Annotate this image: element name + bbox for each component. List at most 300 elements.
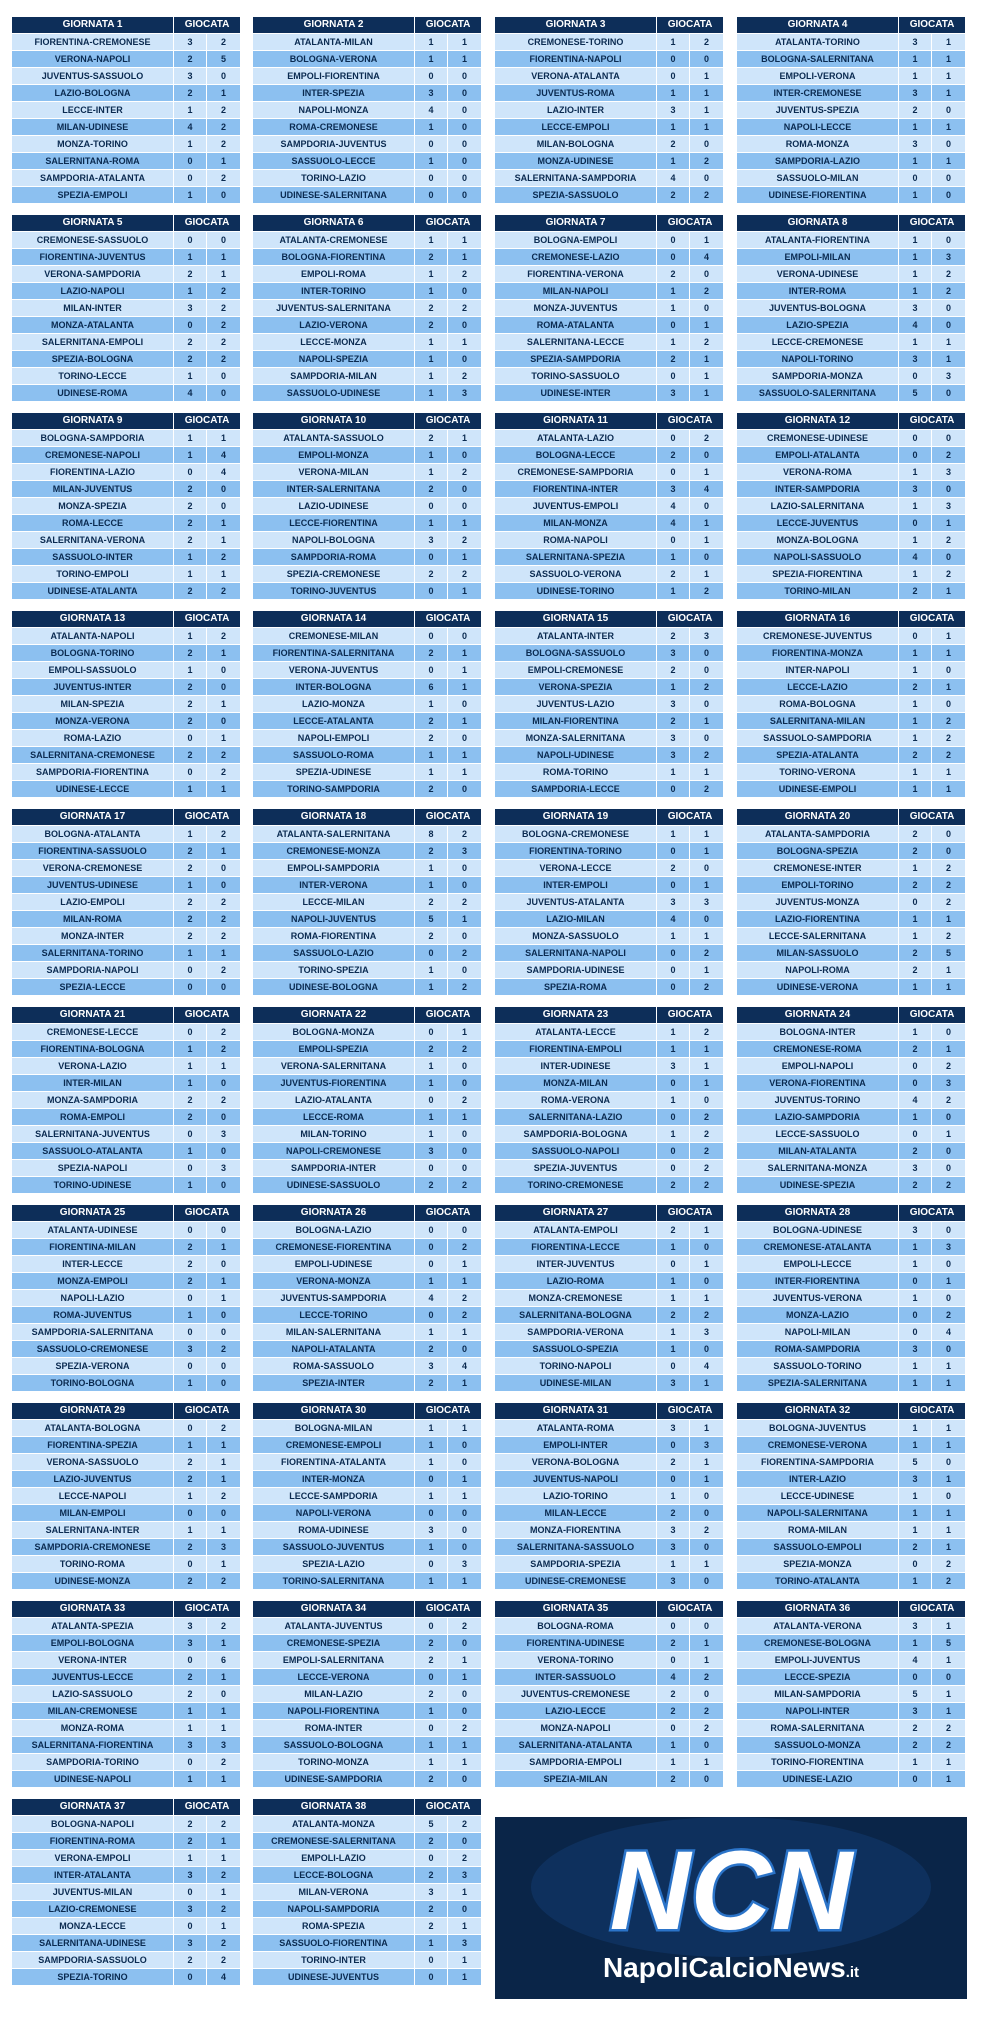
match-name: ATALANTA-CREMONESE [253,232,415,248]
away-goals: 1 [932,911,965,927]
giocata-header: GIOCATA [657,17,723,33]
match-row [253,1833,481,1849]
away-goals: 1 [448,1918,481,1934]
home-goals: 0 [174,1126,207,1142]
match-row [12,266,240,282]
home-goals: 2 [657,628,690,644]
giornata-header [253,809,481,825]
match-name: EMPOLI-SASSUOLO [12,662,174,678]
away-goals: 0 [690,911,723,927]
away-goals: 2 [690,979,723,995]
match-row [12,1420,240,1436]
home-goals: 1 [899,645,932,661]
home-goals: 2 [657,351,690,367]
giornata-title: GIORNATA 18 [253,809,415,825]
match-row [12,1471,240,1487]
giornata-header [495,1601,723,1617]
home-goals: 0 [657,1618,690,1634]
away-goals: 2 [448,532,481,548]
giornata-title: GIORNATA 28 [737,1205,899,1221]
away-goals: 2 [207,1420,240,1436]
logo-mark: NCN [609,1828,853,1953]
away-goals: 0 [448,153,481,169]
match-name: EMPOLI-SPEZIA [253,1041,415,1057]
away-goals: 0 [448,1771,481,1787]
match-name: SPEZIA-ROMA [495,979,657,995]
away-goals: 1 [207,1273,240,1289]
match-row [253,334,481,350]
match-row [253,266,481,282]
match-name: JUVENTUS-MILAN [12,1884,174,1900]
match-name: MILAN-INTER [12,300,174,316]
match-name: ATALANTA-JUVENTUS [253,1618,415,1634]
away-goals: 1 [207,1454,240,1470]
match-row [495,1075,723,1091]
match-row [12,1901,240,1917]
match-row [737,696,965,712]
home-goals: 3 [174,1935,207,1951]
match-name: SPEZIA-SALERNITANA [737,1375,899,1391]
away-goals: 2 [932,1058,965,1074]
away-goals: 0 [448,1539,481,1555]
match-name: MILAN-MONZA [495,515,657,531]
match-name: FIORENTINA-EMPOLI [495,1041,657,1057]
match-row [495,1754,723,1770]
match-name: INTER-CREMONESE [737,85,899,101]
away-goals: 0 [448,136,481,152]
match-name: VERONA-NAPOLI [12,51,174,67]
giornata-header [253,1799,481,1815]
match-name: NAPOLI-UDINESE [495,747,657,763]
match-row [495,351,723,367]
home-goals: 0 [415,170,448,186]
away-goals: 1 [448,34,481,50]
away-goals: 1 [932,781,965,797]
match-row [253,283,481,299]
home-goals: 1 [899,730,932,746]
match-row [12,447,240,463]
match-name: MILAN-TORINO [253,1126,415,1142]
giornata-title: GIORNATA 9 [12,413,174,429]
match-name: LECCE-SAMPDORIA [253,1488,415,1504]
away-goals: 1 [448,430,481,446]
away-goals: 0 [448,1160,481,1176]
giornata-header [495,413,723,429]
giornata-header [12,215,240,231]
home-goals: 2 [174,1454,207,1470]
match-row [495,300,723,316]
home-goals: 1 [899,1754,932,1770]
match-row [12,1635,240,1651]
away-goals: 1 [448,1471,481,1487]
match-name: EMPOLI-NAPOLI [737,1058,899,1074]
home-goals: 0 [657,1720,690,1736]
home-goals: 2 [415,894,448,910]
home-goals: 2 [415,1652,448,1668]
match-name: SASSUOLO-UDINESE [253,385,415,401]
away-goals: 2 [690,945,723,961]
match-name: VERONA-ROMA [737,464,899,480]
match-name: INTER-VERONA [253,877,415,893]
match-name: VERONA-SASSUOLO [12,1454,174,1470]
match-row [737,549,965,565]
away-goals: 1 [932,979,965,995]
home-goals: 2 [174,843,207,859]
home-goals: 1 [899,1109,932,1125]
away-goals: 1 [932,334,965,350]
match-row [737,979,965,995]
match-name: BOLOGNA-LAZIO [253,1222,415,1238]
match-name: JUVENTUS-BOLOGNA [737,300,899,316]
giornata-table [737,610,965,798]
giornata-header [737,809,965,825]
match-name: SALERNITANA-UDINESE [12,1935,174,1951]
match-row [12,1092,240,1108]
match-name: MILAN-EMPOLI [12,1505,174,1521]
match-name: ATALANTA-SASSUOLO [253,430,415,446]
away-goals: 0 [690,696,723,712]
match-name: MONZA-LECCE [12,1918,174,1934]
match-name: SAMPDORIA-JUVENTUS [253,136,415,152]
home-goals: 1 [657,549,690,565]
away-goals: 0 [448,1833,481,1849]
match-name: SPEZIA-MILAN [495,1771,657,1787]
match-name: SAMPDORIA-LAZIO [737,153,899,169]
away-goals: 1 [932,962,965,978]
away-goals: 2 [448,464,481,480]
match-row [12,1867,240,1883]
home-goals: 0 [415,1720,448,1736]
match-name: ROMA-EMPOLI [12,1109,174,1125]
away-goals: 1 [207,1720,240,1736]
home-goals: 0 [174,1290,207,1306]
away-goals: 1 [932,1358,965,1374]
match-row [253,894,481,910]
giornata-table [495,808,723,996]
match-name: EMPOLI-UDINESE [253,1256,415,1272]
away-goals: 2 [932,730,965,746]
match-row [253,1290,481,1306]
away-goals: 3 [932,249,965,265]
away-goals: 1 [690,566,723,582]
match-name: UDINESE-JUVENTUS [253,1969,415,1985]
match-name: UDINESE-SALERNITANA [253,187,415,203]
match-row [253,1969,481,1985]
home-goals: 1 [657,34,690,50]
home-goals: 1 [174,136,207,152]
giornata-header [12,1205,240,1221]
away-goals: 4 [448,1358,481,1374]
match-row [737,34,965,50]
match-name: BOLOGNA-INTER [737,1024,899,1040]
match-row [12,136,240,152]
logo-brand: NapoliCalcioNews [602,1952,846,1983]
giornata-table [253,1600,481,1788]
match-name: UDINESE-SPEZIA [737,1177,899,1193]
home-goals: 3 [415,532,448,548]
home-goals: 0 [415,1969,448,1985]
match-name: LECCE-NAPOLI [12,1488,174,1504]
home-goals: 1 [415,464,448,480]
match-name: TORINO-NAPOLI [495,1358,657,1374]
match-row [737,1239,965,1255]
home-goals: 3 [415,1358,448,1374]
home-goals: 1 [657,1024,690,1040]
home-goals: 3 [415,1884,448,1900]
home-goals: 0 [415,1160,448,1176]
away-goals: 0 [448,1686,481,1702]
match-name: CREMONESE-TORINO [495,34,657,50]
match-name: EMPOLI-INTER [495,1437,657,1453]
match-row [495,187,723,203]
match-name: MONZA-ATALANTA [12,317,174,333]
away-goals: 2 [690,334,723,350]
home-goals: 0 [415,136,448,152]
match-row [12,1222,240,1238]
match-row [12,1686,240,1702]
away-goals: 2 [932,894,965,910]
away-goals: 1 [448,1952,481,1968]
away-goals: 2 [207,119,240,135]
away-goals: 0 [690,730,723,746]
home-goals: 5 [899,1454,932,1470]
away-goals: 2 [690,1126,723,1142]
match-row [253,928,481,944]
home-goals: 1 [174,1437,207,1453]
match-row [737,747,965,763]
home-goals: 1 [657,1341,690,1357]
match-row [253,764,481,780]
match-row [495,1273,723,1289]
home-goals: 2 [899,679,932,695]
home-goals: 1 [415,153,448,169]
match-row [12,696,240,712]
match-name: MONZA-NAPOLI [495,1720,657,1736]
away-goals: 0 [207,1143,240,1159]
match-name: LECCE-SASSUOLO [737,1126,899,1142]
away-goals: 0 [207,1686,240,1702]
home-goals: 0 [415,68,448,84]
match-name: SALERNITANA-LAZIO [495,1109,657,1125]
giornata-table [12,1402,240,1590]
home-goals: 1 [657,300,690,316]
away-goals: 0 [932,1290,965,1306]
away-goals: 1 [690,1075,723,1091]
away-goals: 2 [448,945,481,961]
home-goals: 1 [657,119,690,135]
match-name: ROMA-LECCE [12,515,174,531]
away-goals: 1 [448,1024,481,1040]
away-goals: 1 [690,1420,723,1436]
away-goals: 0 [690,549,723,565]
match-name: NAPOLI-EMPOLI [253,730,415,746]
home-goals: 0 [657,464,690,480]
away-goals: 0 [448,696,481,712]
home-goals: 0 [899,1556,932,1572]
match-name: BOLOGNA-FIORENTINA [253,249,415,265]
away-goals: 1 [932,1126,965,1142]
home-goals: 1 [415,1573,448,1589]
giornata-table [253,610,481,798]
home-goals: 2 [174,583,207,599]
match-name: FIORENTINA-SAMPDORIA [737,1454,899,1470]
match-row [495,1126,723,1142]
match-name: MONZA-SALERNITANA [495,730,657,746]
match-name: CREMONESE-FIORENTINA [253,1239,415,1255]
away-goals: 0 [448,68,481,84]
match-row [495,266,723,282]
home-goals: 2 [899,1041,932,1057]
away-goals: 3 [690,894,723,910]
match-name: MILAN-UDINESE [12,119,174,135]
away-goals: 2 [690,1669,723,1685]
match-row [495,877,723,893]
match-name: SASSUOLO-MILAN [737,170,899,186]
match-row [253,679,481,695]
match-row [253,187,481,203]
away-goals: 2 [448,368,481,384]
match-name: LAZIO-MONZA [253,696,415,712]
away-goals: 1 [207,1669,240,1685]
match-row [12,1239,240,1255]
away-goals: 2 [448,1816,481,1832]
match-name: SALERNITANA-SAMPDORIA [495,170,657,186]
match-name: ROMA-SALERNITANA [737,1720,899,1736]
home-goals: 1 [899,532,932,548]
match-row [253,1505,481,1521]
match-row [737,249,965,265]
away-goals: 0 [448,1126,481,1142]
away-goals: 1 [448,1420,481,1436]
match-row [495,628,723,644]
match-row [737,1075,965,1091]
away-goals: 0 [207,481,240,497]
home-goals: 2 [415,1867,448,1883]
match-name: CREMONESE-SALERNITANA [253,1833,415,1849]
away-goals: 1 [690,826,723,842]
match-row [737,1754,965,1770]
match-row [253,1488,481,1504]
giornata-title: GIORNATA 16 [737,611,899,627]
match-row [495,136,723,152]
match-name: NAPOLI-LECCE [737,119,899,135]
away-goals: 2 [207,102,240,118]
away-goals: 2 [207,136,240,152]
giornata-title: GIORNATA 14 [253,611,415,627]
match-row [495,1669,723,1685]
away-goals: 0 [207,1075,240,1091]
match-row [495,1256,723,1272]
away-goals: 1 [690,928,723,944]
match-name: JUVENTUS-VERONA [737,1290,899,1306]
match-name: UDINESE-BOLOGNA [253,979,415,995]
match-row [253,1454,481,1470]
home-goals: 0 [415,549,448,565]
home-goals: 2 [174,498,207,514]
away-goals: 0 [690,1488,723,1504]
away-goals: 2 [932,532,965,548]
away-goals: 0 [448,962,481,978]
match-name: TORINO-CREMONESE [495,1177,657,1193]
giornata-header [737,1205,965,1221]
match-name: SPEZIA-LECCE [12,979,174,995]
match-row [253,1884,481,1900]
match-row [253,1437,481,1453]
away-goals: 1 [690,351,723,367]
match-name: FIORENTINA-UDINESE [495,1635,657,1651]
match-name: ATALANTA-TORINO [737,34,899,50]
match-name: SALERNITANA-SASSUOLO [495,1539,657,1555]
match-name: LECCE-MONZA [253,334,415,350]
away-goals: 0 [448,1143,481,1159]
match-name: SASSUOLO-NAPOLI [495,1143,657,1159]
home-goals: 2 [415,928,448,944]
match-name: LAZIO-MILAN [495,911,657,927]
away-goals: 2 [448,979,481,995]
home-goals: 1 [899,283,932,299]
home-goals: 0 [657,1160,690,1176]
match-name: MILAN-BOLOGNA [495,136,657,152]
away-goals: 0 [448,85,481,101]
giocata-header: GIOCATA [174,1601,240,1617]
match-row [737,1635,965,1651]
match-row [495,1341,723,1357]
match-name: BOLOGNA-UDINESE [737,1222,899,1238]
home-goals: 2 [415,713,448,729]
match-name: MONZA-EMPOLI [12,1273,174,1289]
match-name: SAMPDORIA-SPEZIA [495,1556,657,1572]
match-name: EMPOLI-CREMONESE [495,662,657,678]
away-goals: 1 [448,1884,481,1900]
match-name: JUVENTUS-FIORENTINA [253,1075,415,1091]
match-name: FIORENTINA-TORINO [495,843,657,859]
home-goals: 3 [899,85,932,101]
away-goals: 5 [932,945,965,961]
match-row [12,843,240,859]
match-name: SAMPDORIA-TORINO [12,1754,174,1770]
away-goals: 2 [690,1720,723,1736]
match-row [737,781,965,797]
match-row [253,153,481,169]
match-name: SPEZIA-TORINO [12,1969,174,1985]
match-name: ATALANTA-LECCE [495,1024,657,1040]
match-row [253,1256,481,1272]
match-name: FIORENTINA-CREMONESE [12,34,174,50]
away-goals: 1 [448,1737,481,1753]
match-name: LAZIO-SALERNITANA [737,498,899,514]
away-goals: 2 [207,1952,240,1968]
home-goals: 0 [657,1075,690,1091]
away-goals: 0 [448,170,481,186]
home-goals: 2 [899,102,932,118]
giornata-title: GIORNATA 20 [737,809,899,825]
match-row [737,1058,965,1074]
giornata-title: GIORNATA 2 [253,17,415,33]
giornata-header [737,215,965,231]
match-name: UDINESE-TORINO [495,583,657,599]
match-name: ROMA-ATALANTA [495,317,657,333]
away-goals: 0 [448,1222,481,1238]
giornata-table [12,808,240,996]
home-goals: 1 [657,1041,690,1057]
match-row [253,119,481,135]
home-goals: 0 [415,1239,448,1255]
match-name: ATALANTA-BOLOGNA [12,1420,174,1436]
match-row [737,679,965,695]
match-row [12,1754,240,1770]
home-goals: 0 [657,877,690,893]
home-goals: 2 [415,1771,448,1787]
